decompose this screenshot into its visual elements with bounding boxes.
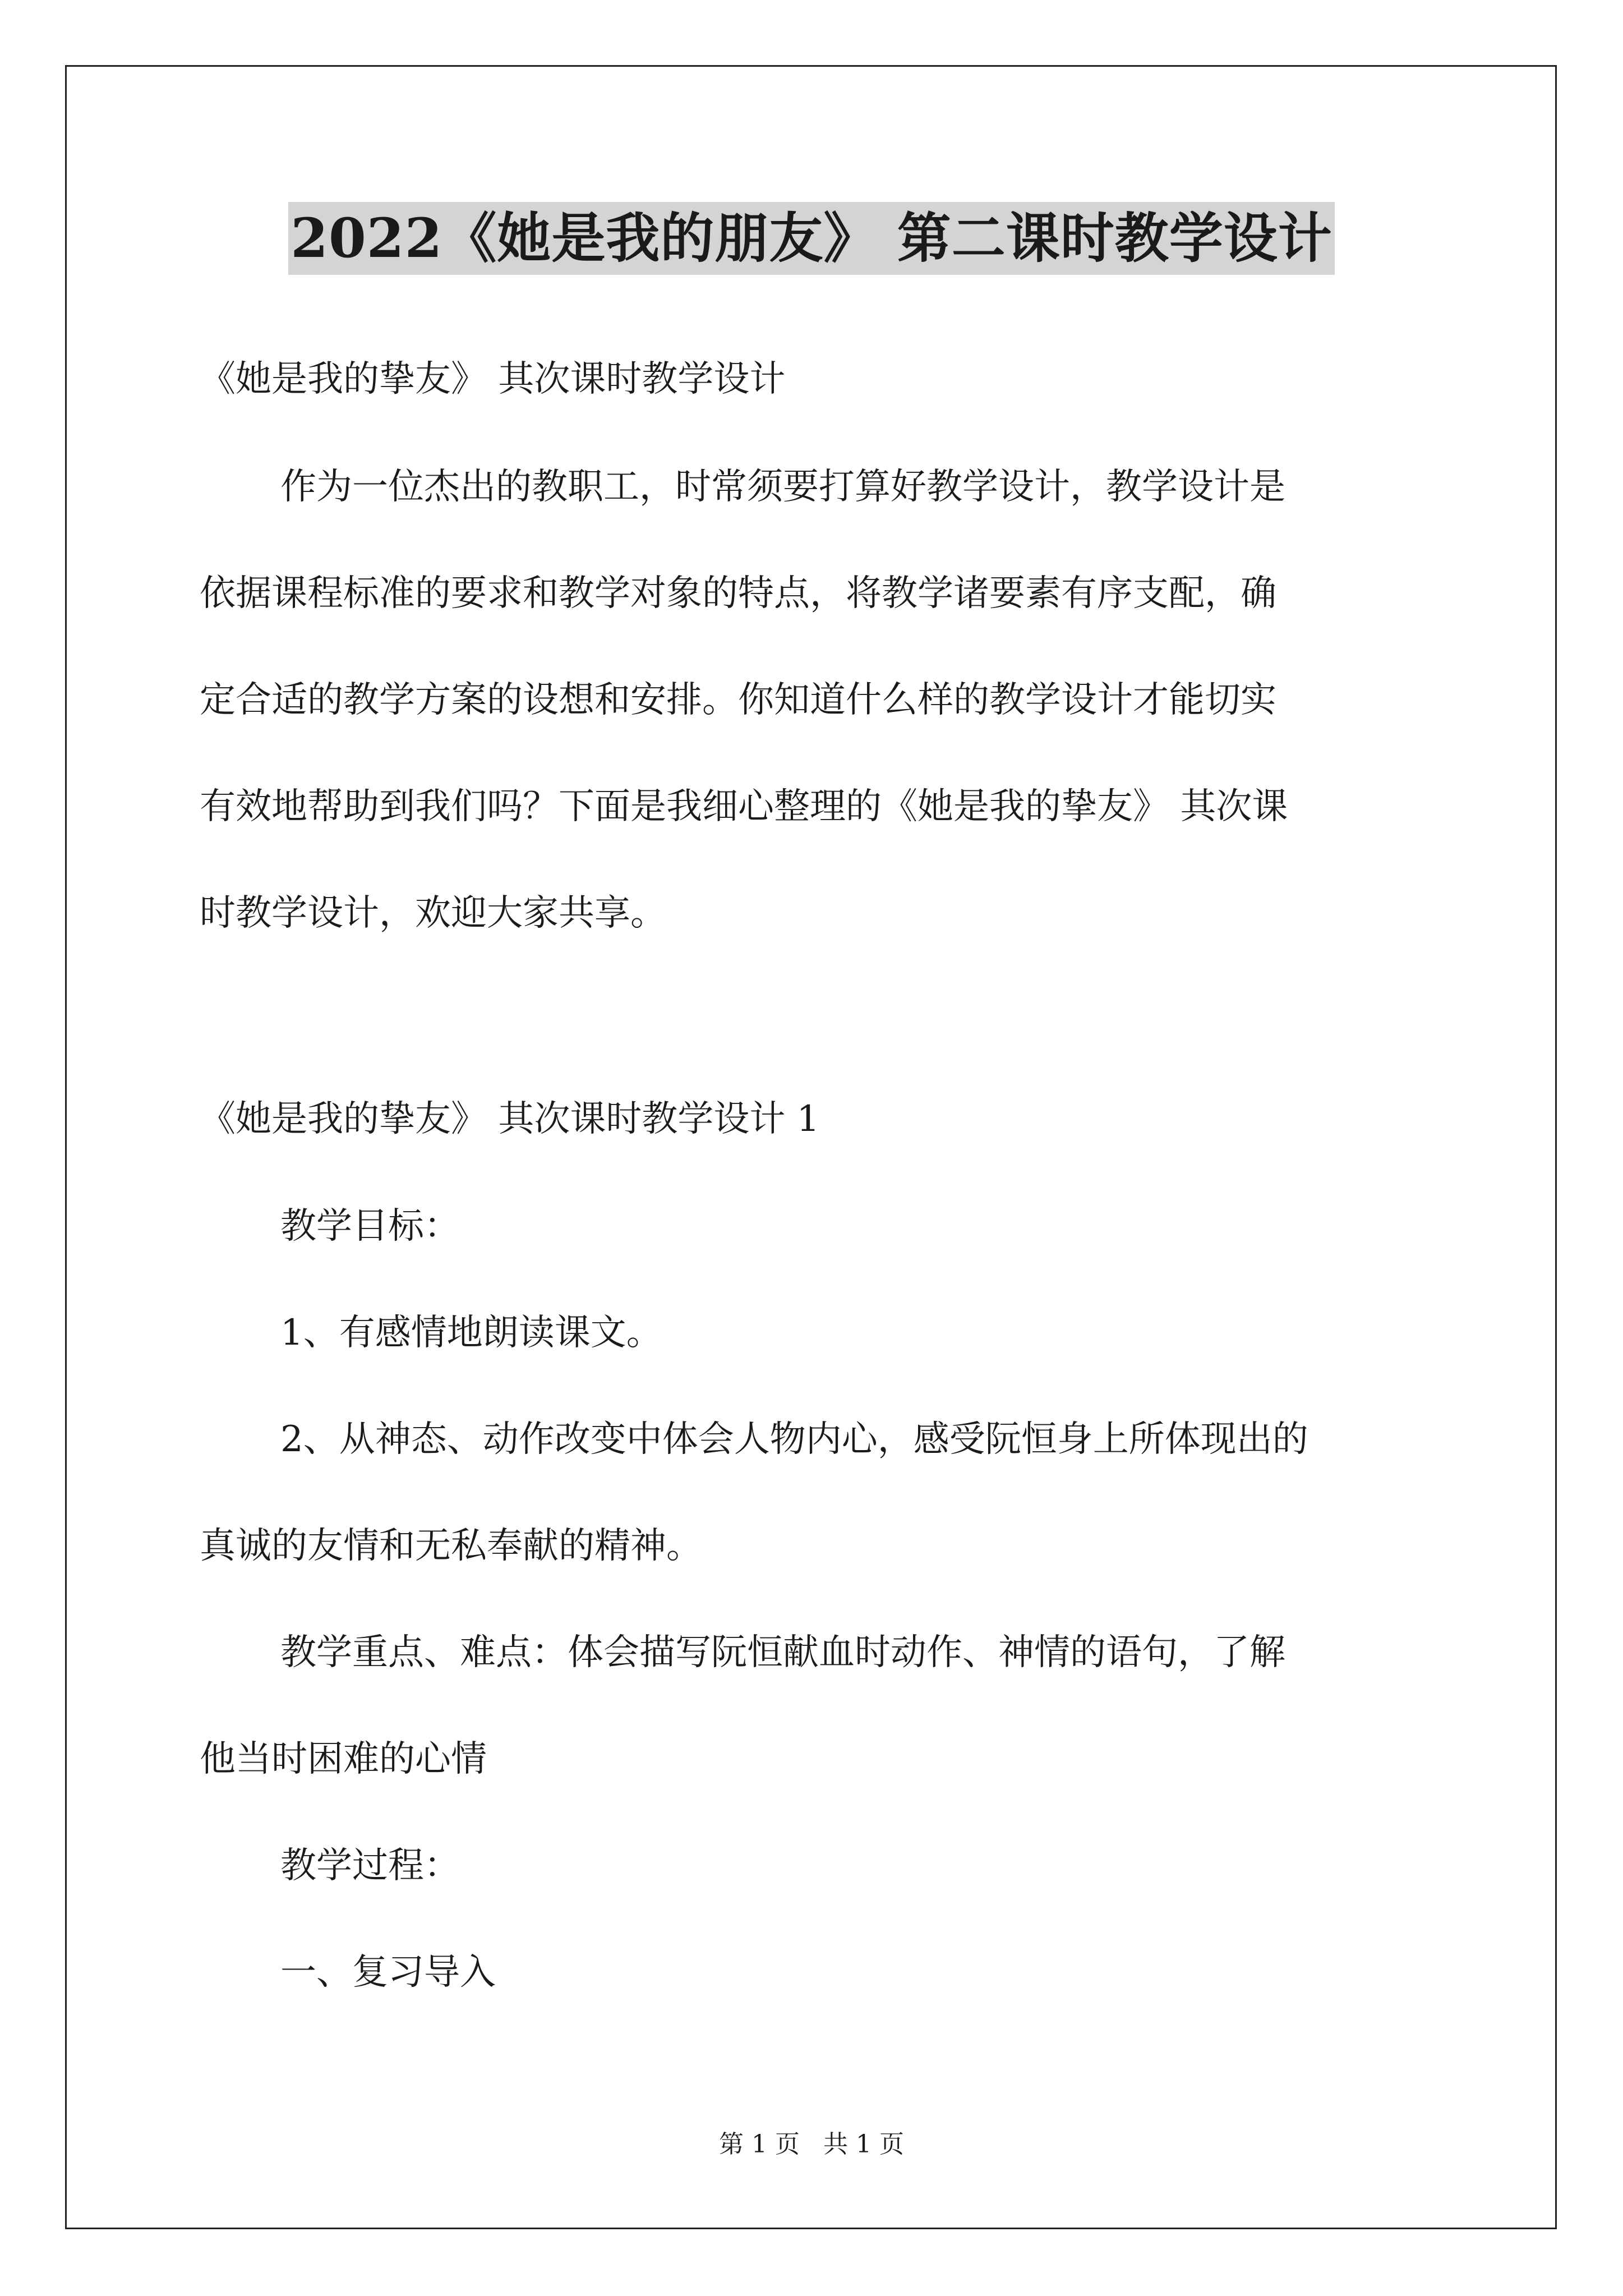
goal-2-line-2: 真诚的友情和无私奉献的精神。 <box>200 1525 702 1567</box>
goal-2-line-1: 2、从神态、动作改变中体会人物内心，感受阮恒身上所体现出的 <box>280 1419 1308 1460</box>
step-1: 一、复习导入 <box>280 1952 496 1993</box>
page-number: 第 1 页 <box>719 2130 800 2159</box>
intro-line-3: 定合适的教学方案的设想和安排。你知道什么样的教学设计才能切实 <box>200 679 1276 721</box>
intro-line-4: 有效地帮助到我们吗？下面是我细心整理的《她是我的挚友》 其次课 <box>200 786 1288 827</box>
process-label: 教学过程： <box>280 1845 460 1887</box>
goals-label: 教学目标： <box>280 1205 460 1247</box>
key-points-line-1: 教学重点、难点：体会描写阮恒献血时动作、神情的语句，了解 <box>280 1632 1285 1673</box>
title-area <box>0 202 1623 275</box>
section-heading: 《她是我的挚友》 其次课时教学设计 1 <box>200 1098 820 1140</box>
intro-line-5: 时教学设计，欢迎大家共享。 <box>200 892 666 934</box>
subtitle: 《她是我的挚友》 其次课时教学设计 <box>200 358 786 400</box>
intro-line-2: 依据课程标准的要求和教学对象的特点，将教学诸要素有序支配，确 <box>200 573 1276 614</box>
key-points-line-2: 他当时困难的心情 <box>200 1738 487 1780</box>
page-footer <box>0 2129 1623 2160</box>
goal-1: 1、有感情地朗读课文。 <box>280 1312 662 1354</box>
intro-line-1: 作为一位杰出的教职工，时常须要打算好教学设计，教学设计是 <box>280 466 1285 508</box>
document-title: 2022《她是我的朋友》 第二课时教学设计 <box>288 202 1335 275</box>
page-total: 共 1 页 <box>823 2130 904 2159</box>
